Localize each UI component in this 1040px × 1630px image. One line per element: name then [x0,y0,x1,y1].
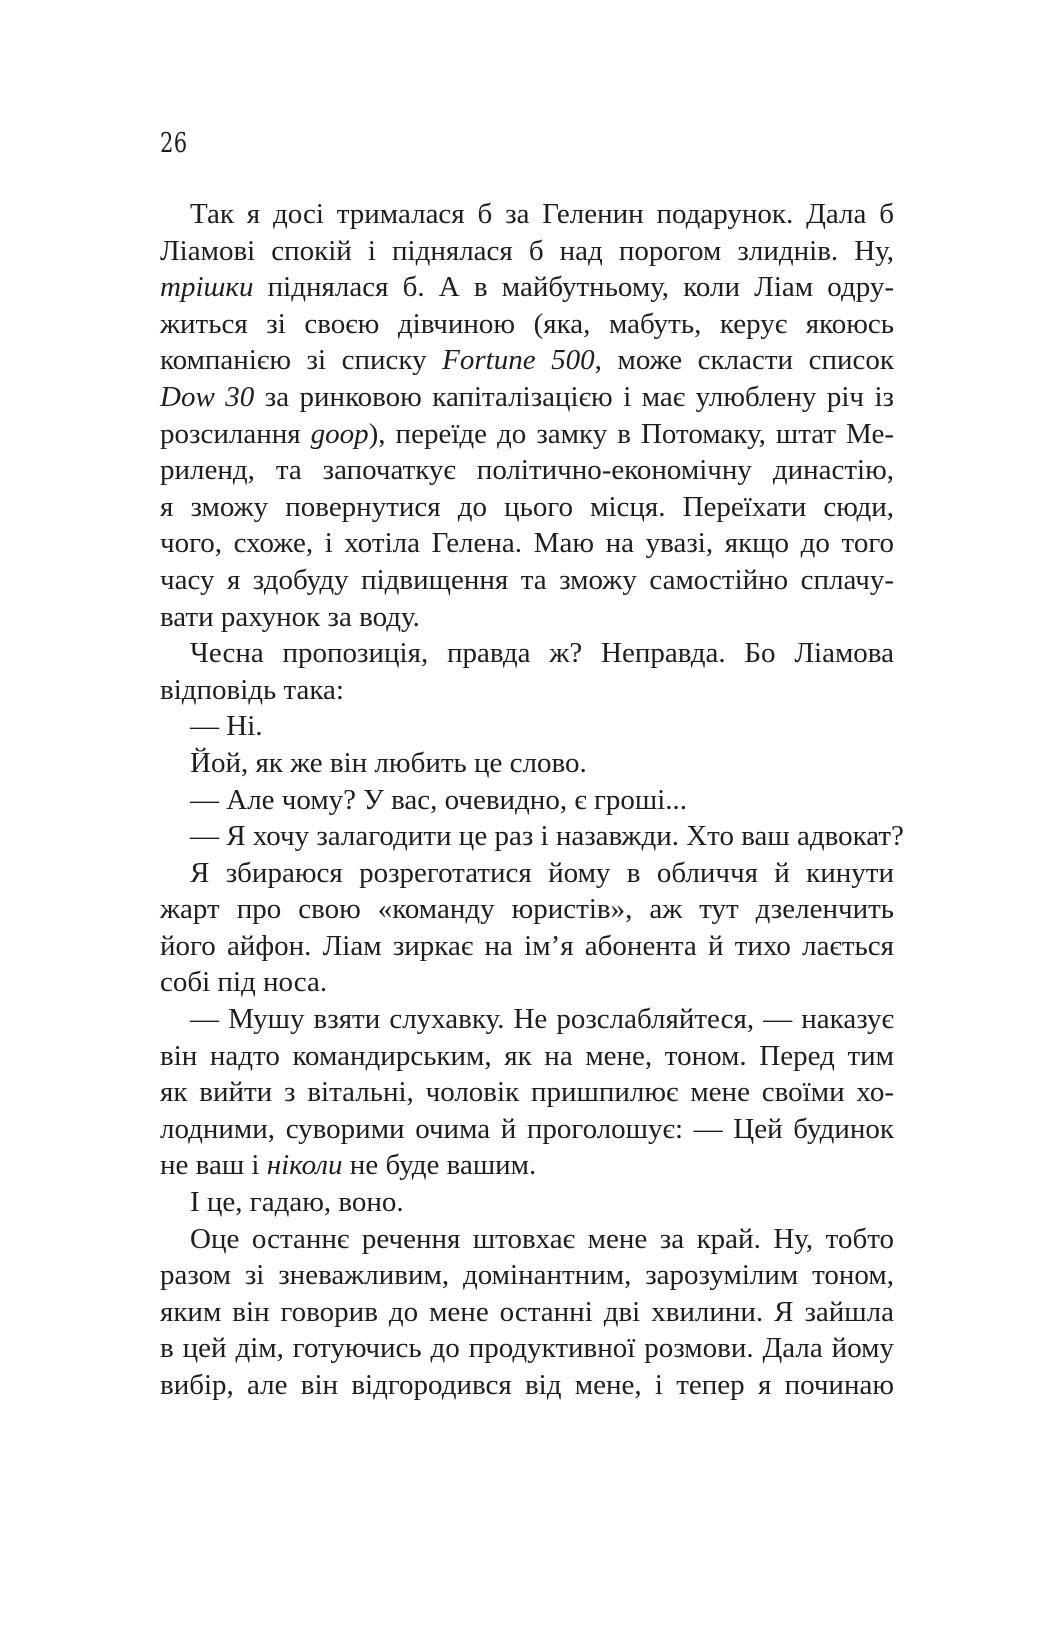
text-run: разом зі зневажливим, домінантним, зарозумілим тоном, [160,1259,894,1292]
text-run: за ринковою капіталізацією і має улюблену річ із [254,380,895,413]
text-line [160,964,894,1001]
text-line [160,1074,894,1111]
text-run: — Мушу взяти слухавку. Не розслабляйтеся, — наказує [190,1003,894,1036]
text-line [160,1257,894,1294]
text-line [160,489,894,526]
text-line [160,928,894,965]
text-run: ), переїде до замку в Потомаку, штат Ме- [368,417,894,450]
text-run: Так я досі трималася б за Геленин подарунок. Дала б [190,198,894,230]
text-run: не буде вашим. [342,1149,537,1182]
text-line [160,233,894,270]
text-run: вибір, але він відгородився від мене, і тепер я починаю [160,1369,894,1401]
text-run: собі під носа. [160,966,328,999]
text-run: не ваш і [160,1149,267,1182]
text-line [160,891,894,928]
text-line [160,1367,894,1404]
text-run: Ліамові спокій і піднялася б над порогом злиднів. Ну, [160,234,894,267]
text-run: він надто командирським, як на мене, тоном. Перед тим [160,1039,894,1072]
text-line [160,672,894,709]
italic-text: трішки [160,271,254,304]
text-run: Оце останнє речення штовхає мене за край. Ну, тобто [190,1222,894,1255]
text-line [160,782,894,819]
text-line [160,1184,894,1221]
text-line [160,745,894,782]
text-line [160,635,894,672]
italic-text: goop [310,417,369,450]
text-line [160,1111,894,1148]
text-run: я зможу повернутися до цього місця. Переїхати сюди, [160,490,894,523]
text-line [160,452,894,489]
text-run: Йой, як же він любить це слово. [190,746,587,779]
text-line [160,379,894,416]
text-run: в цей дім, готуючись до продуктивної розмови. Дала йому [160,1332,894,1365]
text-run: І це, гадаю, воно. [190,1186,404,1219]
text-run: жарт про свою «команду юристів», аж тут дзеленчить [160,893,894,926]
text-run: компанією зі списку [160,344,443,377]
text-line [160,855,894,892]
text-run: риленд, та започаткує політично-економічну династію, [160,454,894,487]
text-line [160,1038,894,1075]
text-line [160,416,894,453]
text-line [160,1221,894,1258]
text-line [160,196,894,233]
text-line [160,269,894,306]
text-run: розсилання [160,417,311,450]
text-line [160,525,894,562]
text-run: Я збираюся розреготатися йому в обличчя й кинути [190,856,894,889]
text-run: житься зі своєю дівчиною (яка, мабуть, керує якоюсь [160,307,894,340]
text-line [160,562,894,599]
text-line [160,1001,894,1038]
text-line [160,306,894,343]
text-run: лодними, суворими очима й проголошує: — Цей будинок [160,1112,894,1145]
text-line [160,1294,894,1331]
text-line [160,1147,894,1184]
text-line [160,599,894,636]
italic-text: ніколи [266,1149,343,1182]
body-text [160,196,904,1404]
text-run: — Я хочу залагодити це раз і назавжди. Хто ваш адвокат? [190,820,904,853]
text-run: піднялася б. А в майбутньому, коли Ліам одру- [253,271,894,304]
text-run: як вийти з вітальні, чоловік пришпилює мене своїми хо- [160,1076,894,1109]
text-line [160,818,904,855]
italic-text: Dow 30 [160,380,255,413]
text-run: його айфон. Ліам зиркає на ім’я абонента й тихо лається [160,929,894,962]
text-line [160,342,894,379]
text-run: яким він говорив до мене останні дві хвилини. Я зайшла [160,1295,894,1328]
text-run: — Ні. [190,710,263,743]
text-run: , може скласти список [594,344,894,377]
text-run: часу я здобуду підвищення та зможу самостійно сплачу- [160,563,894,596]
italic-text: Fortune 500 [442,344,595,377]
page-number: 26 [160,128,188,159]
text-line [160,708,894,745]
text-run: Чесна пропозиція, правда ж? Неправда. Бо Ліамова [190,637,894,670]
text-run: — Але чому? У вас, очевидно, є гроші... [190,783,688,816]
text-line [160,1330,894,1367]
text-run: вати рахунок за воду. [160,600,420,633]
text-run: чого, схоже, і хотіла Гелена. Маю на увазі, якщо до того [160,527,894,560]
text-run: відповідь така: [160,673,344,706]
